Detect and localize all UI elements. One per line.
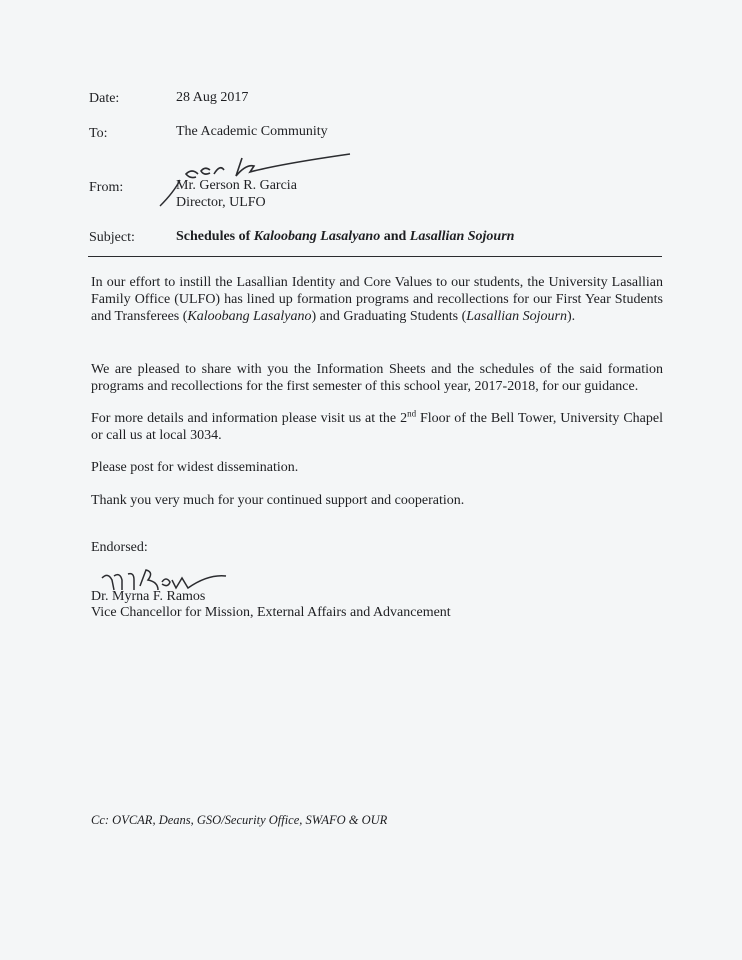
subject-value <box>176 229 514 245</box>
from-title: Director, ULFO <box>176 195 266 210</box>
body-paragraph-4: Please post for widest dissemination. <box>91 460 299 475</box>
subject-program-1: Kaloobang Lasalyano <box>253 229 381 244</box>
body-paragraph-3 <box>91 410 663 444</box>
p1-text-c: ) and Graduating Students ( <box>311 309 467 324</box>
from-name: Mr. Gerson R. Garcia <box>176 178 297 193</box>
p1-italic-b: Kaloobang Lasalyano <box>187 309 312 324</box>
p1-text-a: In our effort to instill the Lasallian Identity and Core Values to our students, the University Lasallian Family Office (ULFO) has lined up formation programs and recollections for our First Year Students and Transferees ( <box>91 275 663 324</box>
to-label: To: <box>89 126 108 141</box>
endorsed-label: Endorsed: <box>91 540 148 555</box>
subject-text-1: Schedules of <box>176 229 254 244</box>
p1-text-e: ). <box>567 309 576 324</box>
endorser-name: Dr. Myrna F. Ramos <box>91 589 206 604</box>
body-paragraph-2: We are pleased to share with you the Information Sheets and the schedules of the said formation programs and recollections for the first semester of this school year, 2017-2018, for our guidance. <box>91 362 663 394</box>
body-paragraph-5: Thank you very much for your continued support and cooperation. <box>91 493 465 508</box>
p3-text-a: For more details and information please visit us at the 2 <box>91 411 408 426</box>
from-signature-icon <box>150 150 360 212</box>
header-divider <box>88 256 662 257</box>
from-label: From: <box>89 180 124 195</box>
subject-program-2: Lasallian Sojourn <box>409 229 515 244</box>
p3-superscript: nd <box>407 408 417 419</box>
p3-text-b: Floor of the Bell Tower, University Chapel or call us at local 3034. <box>91 411 663 443</box>
to-value: The Academic Community <box>176 124 328 139</box>
cc-line: Cc: OVCAR, Deans, GSO/Security Office, SWAFO & OUR <box>91 813 388 827</box>
date-value: 28 Aug 2017 <box>176 90 249 105</box>
subject-text-2: and <box>380 229 410 244</box>
endorser-title: Vice Chancellor for Mission, External Affairs and Advancement <box>91 605 451 620</box>
p1-italic-d: Lasallian Sojourn <box>466 309 567 324</box>
body-paragraph-1 <box>91 274 663 325</box>
subject-label: Subject: <box>89 230 135 245</box>
date-label: Date: <box>89 91 120 106</box>
